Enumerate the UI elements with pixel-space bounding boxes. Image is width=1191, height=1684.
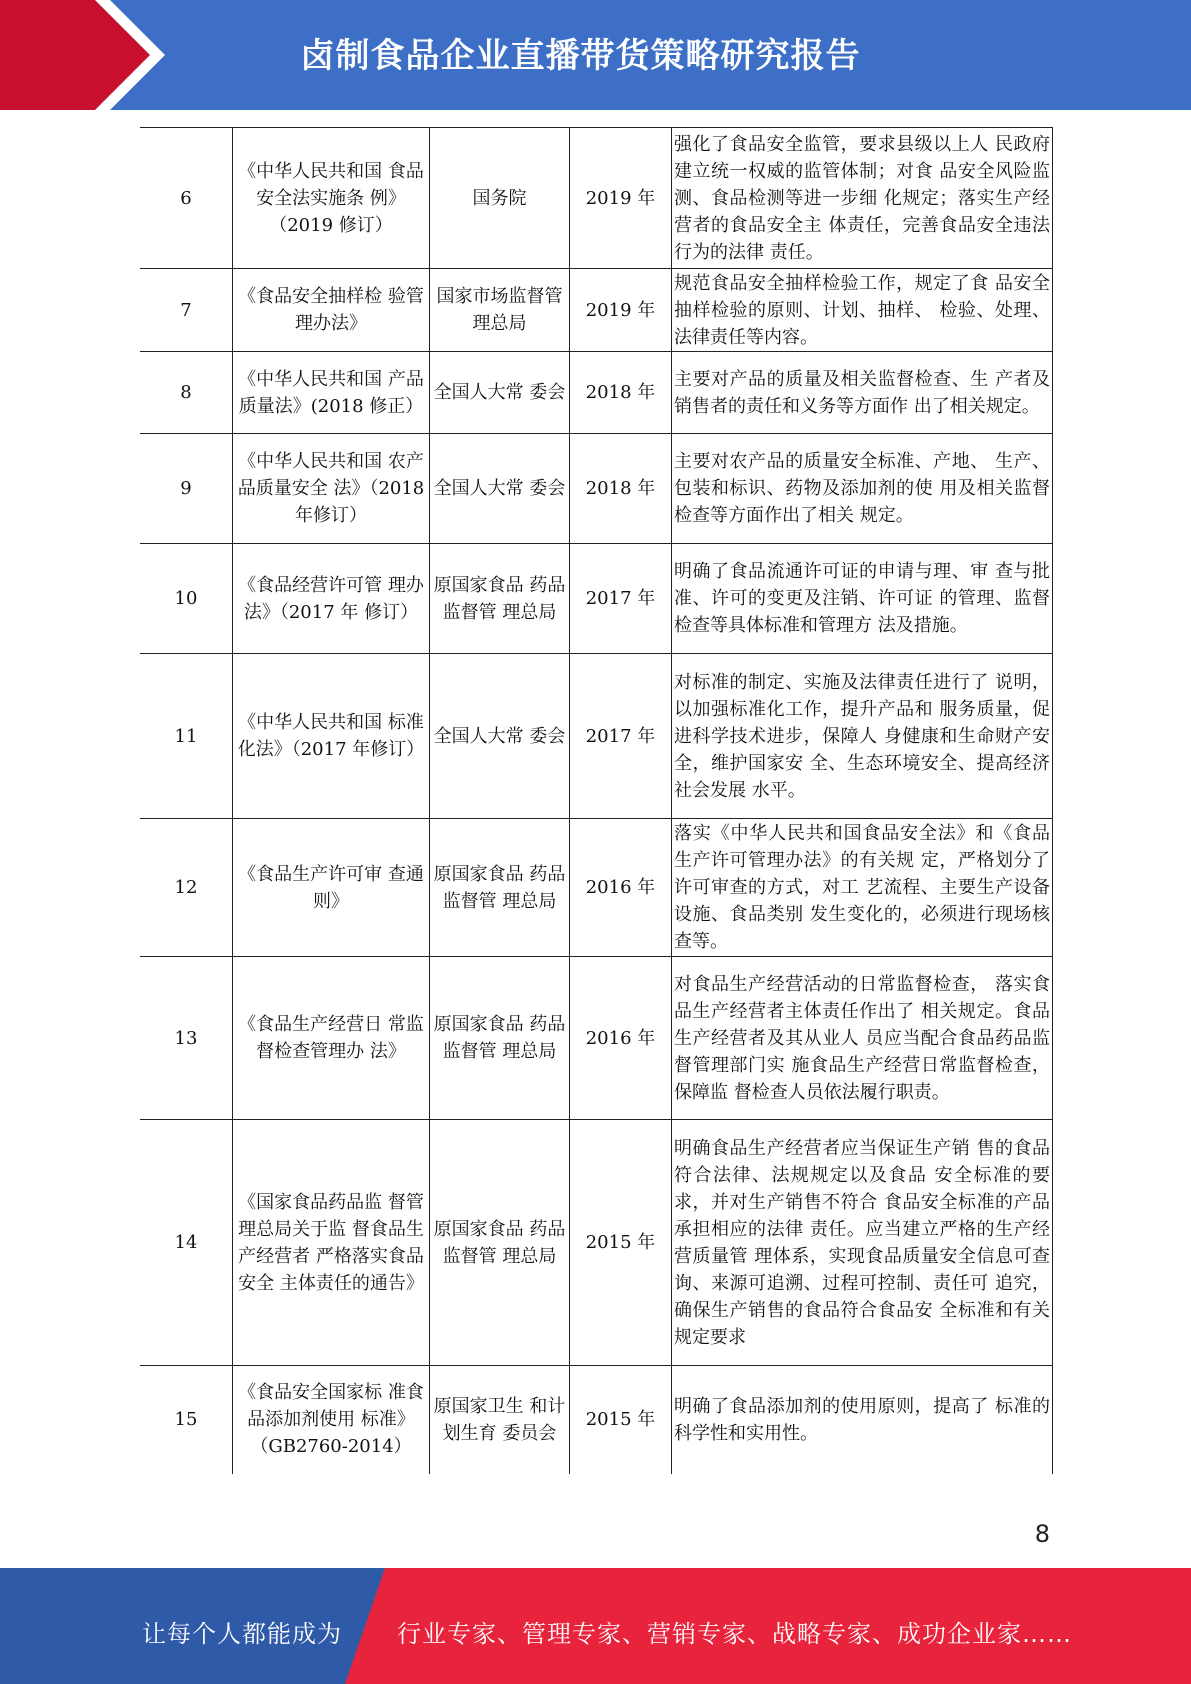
footer-slogan-right: 行业专家、管理专家、营销专家、战略专家、成功企业家…… bbox=[397, 1620, 1072, 1648]
issue-year: 2017 年 bbox=[570, 544, 672, 654]
table-row bbox=[140, 819, 1053, 957]
regulation-name: 《中华人民共和国 产品质量法》(2018 修正） bbox=[233, 352, 430, 434]
footer-slogan-left: 让每个人都能成为 bbox=[142, 1620, 342, 1648]
regulation-name: 《食品安全抽样检 验管理办法》 bbox=[233, 269, 430, 352]
page-number: 8 bbox=[1034, 1520, 1050, 1548]
row-number: 13 bbox=[140, 957, 233, 1120]
issue-year: 2018 年 bbox=[570, 352, 672, 434]
regulation-description: 明确了食品流通许可证的申请与理、审 查与批准、许可的变更及注销、许可证 的管理、监督检查等具体标准和管理方 法及措施。 bbox=[672, 544, 1053, 654]
page-header bbox=[0, 0, 1191, 110]
regulation-name: 《中华人民共和国 农产品质量安全 法》（2018 年修订） bbox=[233, 434, 430, 544]
row-number: 14 bbox=[140, 1120, 233, 1366]
table-row bbox=[140, 654, 1053, 819]
issuing-authority: 全国人大常 委会 bbox=[430, 434, 570, 544]
regulation-description: 明确了食品添加剂的使用原则，提高了 标准的科学性和实用性。 bbox=[672, 1366, 1053, 1474]
page-footer bbox=[0, 1568, 1191, 1684]
table-row bbox=[140, 544, 1053, 654]
regulation-description: 强化了食品安全监管，要求县级以上人 民政府建立统一权威的监管体制；对食 品安全风险监测、食品检测等进一步细 化规定；落实生产经营者的食品安全主 体责任，完善食品安全违法行为的法律 责任。 bbox=[672, 128, 1053, 269]
regulation-name: 《食品生产经营日 常监督检查管理办 法》 bbox=[233, 957, 430, 1120]
issuing-authority: 原国家食品 药品监督管 理总局 bbox=[430, 957, 570, 1120]
table-row bbox=[140, 128, 1053, 269]
table-row bbox=[140, 957, 1053, 1120]
issuing-authority: 原国家卫生 和计划生育 委员会 bbox=[430, 1366, 570, 1474]
issue-year: 2019 年 bbox=[570, 269, 672, 352]
issuing-authority: 国务院 bbox=[430, 128, 570, 269]
row-number: 7 bbox=[140, 269, 233, 352]
issuing-authority: 全国人大常 委会 bbox=[430, 352, 570, 434]
table-row bbox=[140, 352, 1053, 434]
regulation-description: 主要对农产品的质量安全标准、产地、 生产、包装和标识、药物及添加剂的使 用及相关监督检查等方面作出了相关 规定。 bbox=[672, 434, 1053, 544]
issuing-authority: 全国人大常 委会 bbox=[430, 654, 570, 819]
row-number: 10 bbox=[140, 544, 233, 654]
regulation-description: 落实《中华人民共和国食品安全法》和《食品生产许可管理办法》的有关规 定，严格划分了许可审查的方式，对工 艺流程、主要生产设备设施、食品类别 发生变化的，必须进行现场核查等。 bbox=[672, 819, 1053, 957]
row-number: 12 bbox=[140, 819, 233, 957]
regulation-description: 对食品生产经营活动的日常监督检查， 落实食品生产经营者主体责任作出了 相关规定。食品生产经营者及其从业人 员应当配合食品药品监督管理部门实 施食品生产经营日常监督检查，保障监 督检查人员依法履行职责。 bbox=[672, 957, 1053, 1120]
row-number: 6 bbox=[140, 128, 233, 269]
issuing-authority: 原国家食品 药品监督管 理总局 bbox=[430, 544, 570, 654]
regulation-name: 《国家食品药品监 督管理总局关于监 督食品生产经营者 严格落实食品安全 主体责任的通告》 bbox=[233, 1120, 430, 1366]
table-row bbox=[140, 1120, 1053, 1366]
row-number: 8 bbox=[140, 352, 233, 434]
regulation-name: 《食品经营许可管 理办法》（2017 年 修订） bbox=[233, 544, 430, 654]
issue-year: 2016 年 bbox=[570, 819, 672, 957]
table-row bbox=[140, 434, 1053, 544]
issue-year: 2015 年 bbox=[570, 1366, 672, 1474]
issuing-authority: 原国家食品 药品监督管 理总局 bbox=[430, 1120, 570, 1366]
regulations-table bbox=[140, 127, 1053, 1474]
issuing-authority: 国家市场监督管理总局 bbox=[430, 269, 570, 352]
regulation-name: 《中华人民共和国 食品安全法实施条 例》（2019 修订） bbox=[233, 128, 430, 269]
issue-year: 2016 年 bbox=[570, 957, 672, 1120]
issue-year: 2017 年 bbox=[570, 654, 672, 819]
issue-year: 2015 年 bbox=[570, 1120, 672, 1366]
issue-year: 2019 年 bbox=[570, 128, 672, 269]
row-number: 11 bbox=[140, 654, 233, 819]
regulation-name: 《食品生产许可审 查通则》 bbox=[233, 819, 430, 957]
row-number: 15 bbox=[140, 1366, 233, 1474]
table-row bbox=[140, 269, 1053, 352]
regulation-description: 规范食品安全抽样检验工作，规定了食 品安全抽样检验的原则、计划、抽样、 检验、处理、法律责任等内容。 bbox=[672, 269, 1053, 352]
report-title: 卤制食品企业直播带货策略研究报告 bbox=[300, 36, 861, 76]
issue-year: 2018 年 bbox=[570, 434, 672, 544]
regulation-description: 主要对产品的质量及相关监督检查、生 产者及销售者的责任和义务等方面作 出了相关规定。 bbox=[672, 352, 1053, 434]
row-number: 9 bbox=[140, 434, 233, 544]
regulation-name: 《中华人民共和国 标准化法》（2017 年修订） bbox=[233, 654, 430, 819]
regulation-description: 明确食品生产经营者应当保证生产销 售的食品符合法律、法规规定以及食品 安全标准的要求，并对生产销售不符合 食品安全标准的产品承担相应的法律 责任。应当建立严格的生产经营质量管 理体系，实现食品质量安全信息可查 询、来源可追溯、过程可控制、责任可 追究，确保生产销售的食品符合食品安 全标准和有关规定要求 bbox=[672, 1120, 1053, 1366]
regulation-name: 《食品安全国家标 准食品添加剂使用 标准》（GB2760-2014） bbox=[233, 1366, 430, 1474]
regulation-description: 对标准的制定、实施及法律责任进行了 说明，以加强标准化工作，提升产品和 服务质量，促进科学技术进步，保障人 身健康和生命财产安全，维护国家安 全、生态环境安全、提高经济社会发展 水平。 bbox=[672, 654, 1053, 819]
table-row bbox=[140, 1366, 1053, 1474]
issuing-authority: 原国家食品 药品监督管 理总局 bbox=[430, 819, 570, 957]
